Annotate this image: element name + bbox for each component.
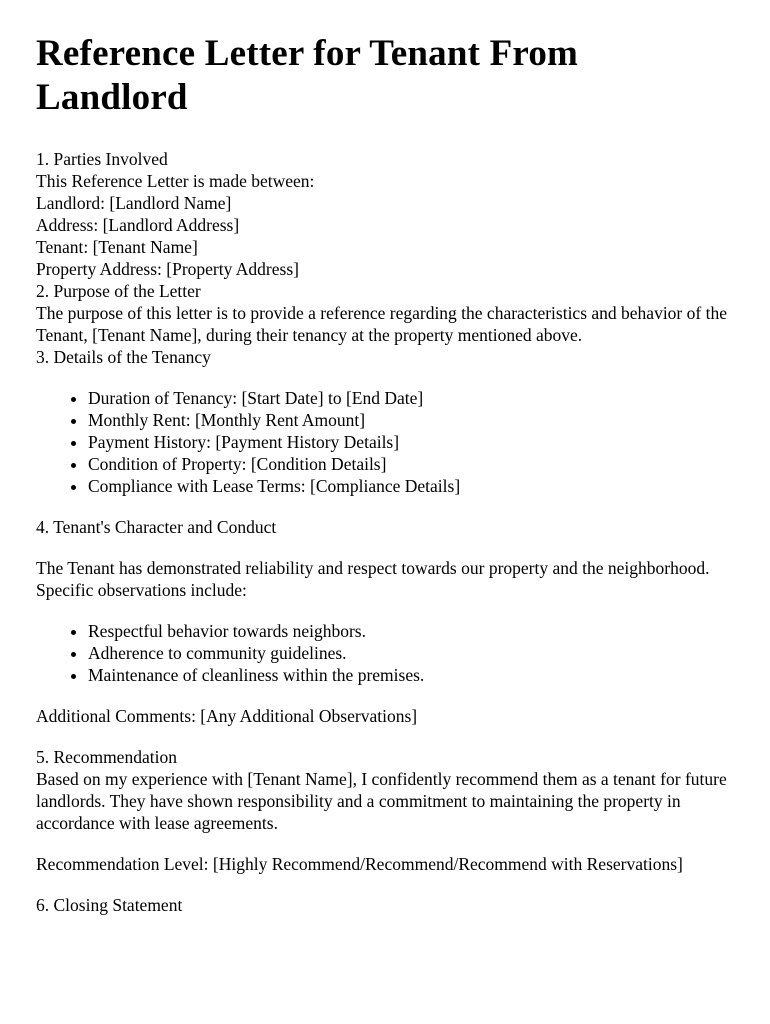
list-item: • Monthly Rent: [Monthly Rent Amount] (88, 409, 734, 431)
document-title: Reference Letter for Tenant From Landlord (36, 33, 579, 118)
list-item: • Duration of Tenancy: [Start Date] to [End Date] (88, 387, 734, 409)
purpose-paragraph: The purpose of this letter is to provide a reference regarding the characteristics and behavior of the Tenant, [Tenant Name], during their tenancy at the property mentioned above. (36, 303, 727, 345)
list-item: • Payment History: [Payment History Details] (88, 431, 734, 453)
recommendation-paragraph: Based on my experience with [Tenant Name], I confidently recommend them as a tenant for future landlords. They have shown responsibility and a commitment to maintaining the property in accordance with lease agreements. (36, 769, 727, 833)
list-item: • Maintenance of cleanliness within the premises. (88, 664, 734, 686)
section-heading-parties: 1. Parties Involved (36, 149, 168, 169)
property-line: Property Address: [Property Address] (36, 259, 299, 279)
list-item: • Adherence to community guidelines. (88, 642, 734, 664)
section-heading-tenancy: 3. Details of the Tenancy (36, 347, 211, 367)
section-heading-purpose: 2. Purpose of the Letter (36, 281, 201, 301)
landlord-line: Landlord: [Landlord Name] (36, 193, 232, 213)
parties-intro: This Reference Letter is made between: (36, 171, 315, 191)
list-item: • Condition of Property: [Condition Details] (88, 453, 734, 475)
section-heading-character: 4. Tenant's Character and Conduct (36, 517, 277, 537)
character-paragraph: The Tenant has demonstrated reliability and respect towards our property and the neighborhood. Specific observations include: (36, 558, 710, 600)
character-observations-list (36, 620, 734, 686)
recommendation-level: Recommendation Level: [Highly Recommend/Recommend/Recommend with Reservations] (36, 854, 683, 874)
list-item: • Compliance with Lease Terms: [Compliance Details] (88, 475, 734, 497)
address-line: Address: [Landlord Address] (36, 215, 240, 235)
section-heading-closing: 6. Closing Statement (36, 895, 183, 915)
section-heading-recommendation: 5. Recommendation (36, 747, 177, 767)
list-item: • Respectful behavior towards neighbors. (88, 620, 734, 642)
additional-comments: Additional Comments: [Any Additional Observations] (36, 706, 418, 726)
tenant-line: Tenant: [Tenant Name] (36, 237, 198, 257)
tenancy-details-list (36, 387, 734, 497)
